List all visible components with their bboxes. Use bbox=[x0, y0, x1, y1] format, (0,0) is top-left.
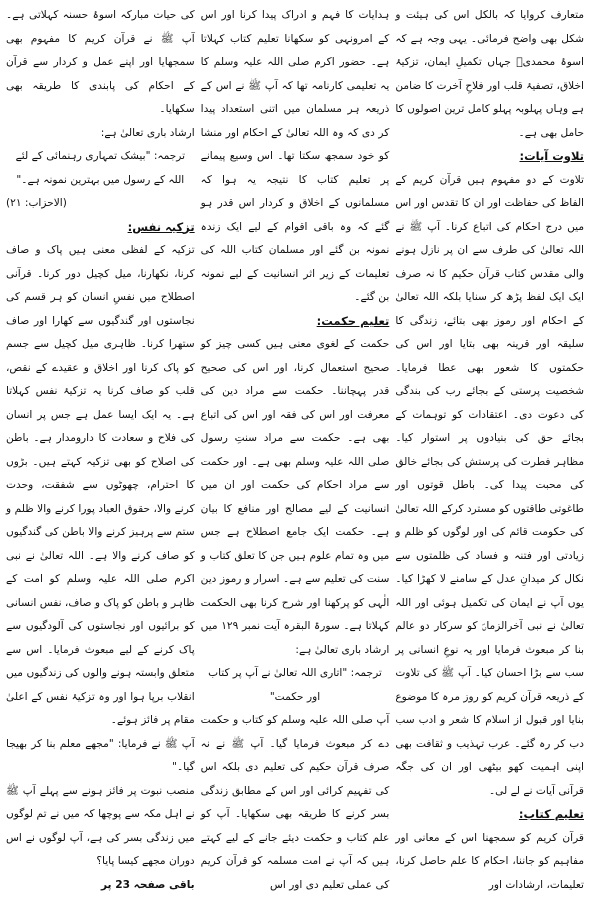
middle-after-quote-paragraph: آپ صلی اللہ علیہ وسلم کو کتاب و حکمت دے کر مبعوث فرمایا گیا۔ آپ ﷺ نے نہ صرف قرآن حکیم کی تعلیم دی بلکہ اس کی تفہیم کرائی اور اس کے مطابق زندگی بسر کرنے کا طریقہ بھی سکھایا۔ آپ کو علم کتاب و حکمت دیئے جانے کے لیے کہتے ہیں کہ آپ نے امت مسلمہ کو قرآن کریم کی عملی تعلیم دی اور اس bbox=[201, 709, 390, 897]
tazkia-paragraph: تزکیہ کے لفظی معنی ہیں پاک و صاف کرنا، نکھارنا، میل کچیل دور کرنا۔ قرآنی اصطلاح میں نفسِ انسان کو ہر قسم کی نجاستوں اور گندگیوں سے کھارا اور صاف ستھرا کرنا۔ ظاہری میل کچیل سے جسم کو پاک کرنا اور اخلاق و عقیدے کے نقص، قلب کو صاف کرنا یہ تزکیۂ نفس کہلاتا ہے۔ یہ ایک ایسا عمل ہے جس پر انسان کی فلاح و سعادت کا دارومدار ہے۔ باطن کی اصلاح کو بھی تزکیہ کہتے ہیں۔ بڑوں کا احترام، چھوٹوں سے شفقت، وحدت کرنے والا، حقوق العباد پورا کرنے والا ظلم و ستم سے پرہیز کرنے والا باطن کی گندگیوں کو صاف کرنے والا ہے۔ اللہ تعالیٰ نے نبی اکرم صلی اللہ علیہ وسلم کو امت کے ظاہر و باطن کو پاک و صاف، نفس انسانی کو برائیوں اور نجاستوں کی آلودگیوں سے پاک کرنے کے لیے مبعوث فرمایا۔ اس سے متعلق وابستہ ہونے والوں کی زندگیوں میں انقلاب برپا ہوا اور وہ تزکیۂ نفس کے اعلیٰ مقام پر فائز ہوئے۔ bbox=[6, 239, 195, 733]
right-intro-paragraph: متعارف کروایا کہ بالکل اس کی ہیئت و شکل بھی واضح فرمائی۔ یہی وجہ ہے کہ اسوۂ محمدیؐ جہاں تکمیلِ ایمان، تزکیۂ اخلاق، تصفیۂ قلب اور فلاحِ آخرت کا ضامن ہے وہاں پہلوبہ پہلو کامل ترین اصولوں کا حامل بھی ہے۔ bbox=[395, 4, 584, 145]
taleem-hikmat-paragraph: حکمت کے لغوی معنی ہیں کسی چیز کو صحیح استعمال کرنا، اور اس کی صحیح قدر پہچاننا۔ حکمت سے مراد دین کی معرفت اور اس کی فقہ اور اس کی اتباع بھی ہے۔ حکمت سے مراد سنتِ رسول صلی اللہ علیہ وسلم بھی ہے۔ اور حکمت سے مراد احکام کی حکمت اور ان میں انسانیت کے لیے مصالح اور منافع کا بیان ہے۔ حکمت ایک جامع اصطلاح ہے جس میں وہ تمام علوم ہیں جن کا تعلق کتاب و سنت کی تعلیم سے ہے۔ اسرار و رموز دین الٰہی کو پرکھنا اور شرح کرنا بھی الحکمت کہلاتا ہے۔ سورۃ البقرہ آیت نمبر ۱۲۹ میں ارشاد باری تعالیٰ ہے: bbox=[201, 333, 390, 662]
heading-tilawat-ayat: تلاوت آیات: bbox=[395, 145, 584, 169]
column-left bbox=[6, 4, 195, 798]
heading-tazkia-nafs: تزکیہ نفس: bbox=[6, 216, 195, 240]
hikmat-quote-translation: ترجمہ: "اتاری اللہ تعالیٰ نے آپ پر کتاب اور حکمت" bbox=[201, 662, 390, 709]
tilawat-paragraph: تلاوت کے دو مفہوم ہیں قرآن کریم کے الفاظ کی حفاظت اور ان کا تقدس اور اس میں درج احکام کی اتباع کرنا۔ آپ ﷺ نے اللہ تعالیٰ کی طرف سے ان پر نازل ہونے والی مقدس کتاب قرآن حکیم کا نہ صرف ایک ایک لفظ پڑھ کر سنایا بلکہ اللہ تعالیٰ کے احکام اور رموز بھی بتائے، زندگی کا سلیقہ اور قرینہ بھی بتایا اور اس کی حکمتوں کا شعور بھی عطا فرمایا۔ شخصیت پرستی کے بجائے رب کی بندگی کی دعوت دی۔ اعتقادات کو توہمات کے بجائے حق کی بنیادوں پر استوار کیا۔ مظاہر فطرت کی پرستش کی بجائے خالق کی محبت پیدا کی۔ باطل قوتوں اور طاغوتی طاقتوں کو مسترد کرکے اللہ تعالیٰ کی حکومت قائم کی اور لوگوں کو ظلم و زیادتی اور فتنہ و فساد کی ظلمتوں سے نکال کر میدانِ عدل کے سامنے لا کھڑا کیا۔ یوں آپ نے ایمان کی تکمیل ہوئی اور اللہ تعالیٰ نے نبی آخرالزماںؐ کو سرکار دو عالم بنا کر مبعوث فرمایا اور یہ نوعِ انسانی پر سب سے بڑا احسان کیا۔ آپ ﷺ کی تلاوت کے ذریعہ قرآن کریم کو روز مرہ کا موضوع بنایا اور قبول از اسلام کا شعر و ادب سب دب کر رہ گئے۔ عرب تہذیب و ثقافت بھی اپنی اہمیت کھو بیٹھی اور ان کی جگہ قرآنی آیات نے لے لی۔ bbox=[395, 169, 584, 804]
left-after-quote-paragraph: منصب نبوت پر فائز ہونے سے پہلے آپ ﷺ نے اہل مکہ سے پوچھا کہ میں نے تم لوگوں میں زندگی بسر کی ہے، آپ لوگوں نے اس دوران مجھے کیسا پایا؟ bbox=[6, 780, 195, 874]
column-right bbox=[395, 4, 584, 798]
continued-on-page-note: باقی صفحہ 23 پر bbox=[6, 874, 195, 897]
heading-taleem-kitab: تعلیم کتاب: bbox=[395, 803, 584, 827]
muallim-hadith-quote: آپ ﷺ نے فرمایا: "مجھے معلم بنا کر بھیجا گیا۔" bbox=[6, 733, 195, 780]
ahzab-quote-reference: (الاحزاب: ۲۱) bbox=[6, 192, 195, 216]
column-middle bbox=[201, 4, 390, 798]
left-intro-paragraph: کی حیات مبارکہ اسوۂ حسنہ کہلاتی ہے۔ آپ ﷺ نے قرآن کریم کا مفہوم بھی سمجھایا اور اپنے عمل و کردار سے قرآن کے احکام کی پابندی کا طریقہ بھی سکھایا۔ bbox=[6, 4, 195, 122]
middle-intro-paragraph: ہدایات کا فہم و ادراک پیدا کرنا اور اس کے امرونہی کو سکھانا تعلیم کتاب کہلاتا ہے۔ حضور اکرم صلی اللہ علیہ وسلم کا یہ تعلیمی کارنامہ تھا کہ آپ ﷺ نے اس کے ذریعہ ہر مسلمان میں اتنی استعداد پیدا کر دی کہ وہ اللہ تعالیٰ کے احکام اور منشا کو خود سمجھ سکتا تھا۔ اس وسیع پیمانے پر تعلیم کتاب کا نتیجہ یہ ہوا کہ مسلمانوں کے اخلاق و کردار اس قدر ہو گئے کہ وہ باقی اقوام کے لیے ایک زندہ نمونہ بن گئے اور مسلمان کتاب اللہ کی تعلیمات کے زیر اثر انسانیت کے لیے نمونہ بن گئے۔ bbox=[201, 4, 390, 310]
heading-taleem-hikmat: تعلیم حکمت: bbox=[201, 310, 390, 334]
taleem-kitab-paragraph: قرآن کریم کو سمجھنا اس کے معانی اور مفاہیم کو جاننا، احکام کا علم حاصل کرنا، تعلیمات، ارشادات اور bbox=[395, 827, 584, 897]
irshad-bari-label: ارشاد باری تعالیٰ ہے: bbox=[6, 122, 195, 146]
ahzab-quote-translation: ترجمہ: "بیشک تمہاری رہنمائی کے لئے اللہ کے رسول میں بہترین نمونہ ہے۔" bbox=[6, 145, 195, 192]
